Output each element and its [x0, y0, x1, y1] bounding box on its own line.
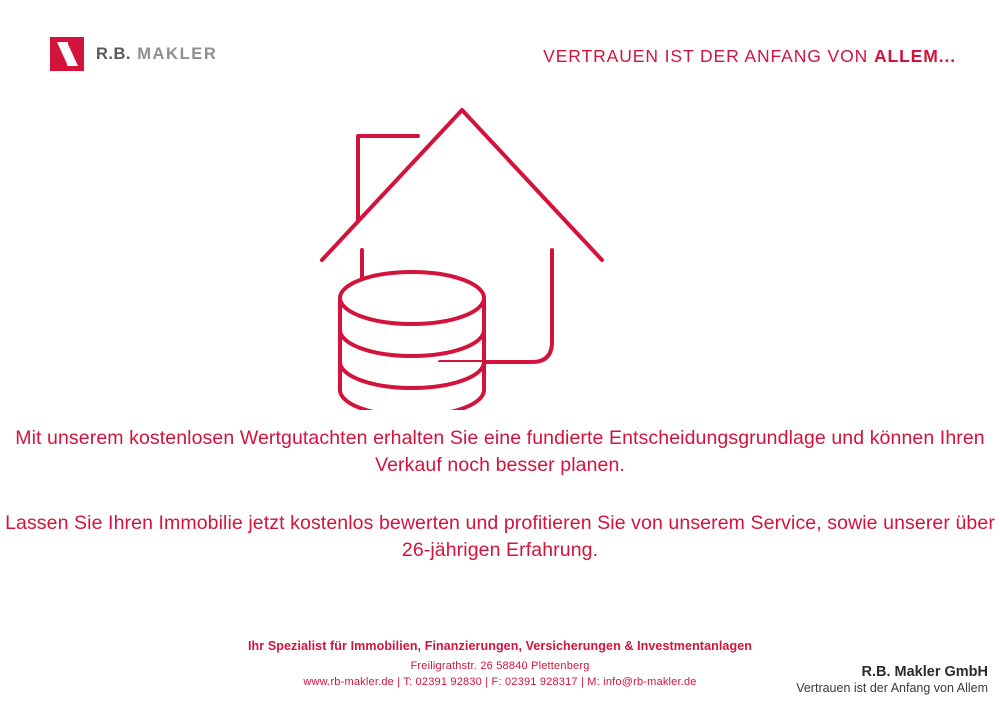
footer-contact[interactable]: www.rb-makler.de | T: 02391 92830 | F: 02391 928317 | M: info@rb-makler.de: [303, 676, 697, 688]
rb-diamond-logo-icon: [50, 37, 84, 71]
footer-specialist-line: Ihr Spezialist für Immobilien, Finanzierungen, Versicherungen & Investmentanlagen: [247, 639, 753, 653]
body-copy: [0, 425, 1000, 564]
tagline-emphasis: ALLEM...: [873, 46, 956, 66]
house-coins-icon: [290, 90, 710, 410]
paragraph-2: Lassen Sie Ihren Immobilie jetzt kostenlos bewerten und profitieren Sie von unserem Service, sowie unserer über 26-jährigen Erfahrung.: [5, 512, 995, 561]
header: [0, 0, 1000, 95]
overlay-caption: [796, 664, 988, 696]
footer-address: Freiligrathstr. 26 58840 Plettenberg: [410, 660, 590, 672]
house-with-coins-illustration: [0, 90, 1000, 410]
logo-wordmark-makler: MAKLER: [137, 44, 218, 63]
tagline-prefix: VERTRAUEN IST DER ANFANG VON: [543, 46, 874, 66]
header-tagline: [543, 46, 956, 67]
overlay-subtitle: Vertrauen ist der Anfang von Allem: [796, 681, 988, 695]
logo-wordmark: [96, 45, 217, 64]
logo-wordmark-rb: R.B.: [96, 44, 131, 63]
overlay-company-name: R.B. Makler GmbH: [861, 664, 988, 680]
brand-logo[interactable]: [50, 37, 217, 71]
paragraph-1: Mit unserem kostenlosen Wertgutachten erhalten Sie eine fundierte Entscheidungsgrundlage und können Ihren Verkauf noch besser planen.: [15, 427, 985, 476]
